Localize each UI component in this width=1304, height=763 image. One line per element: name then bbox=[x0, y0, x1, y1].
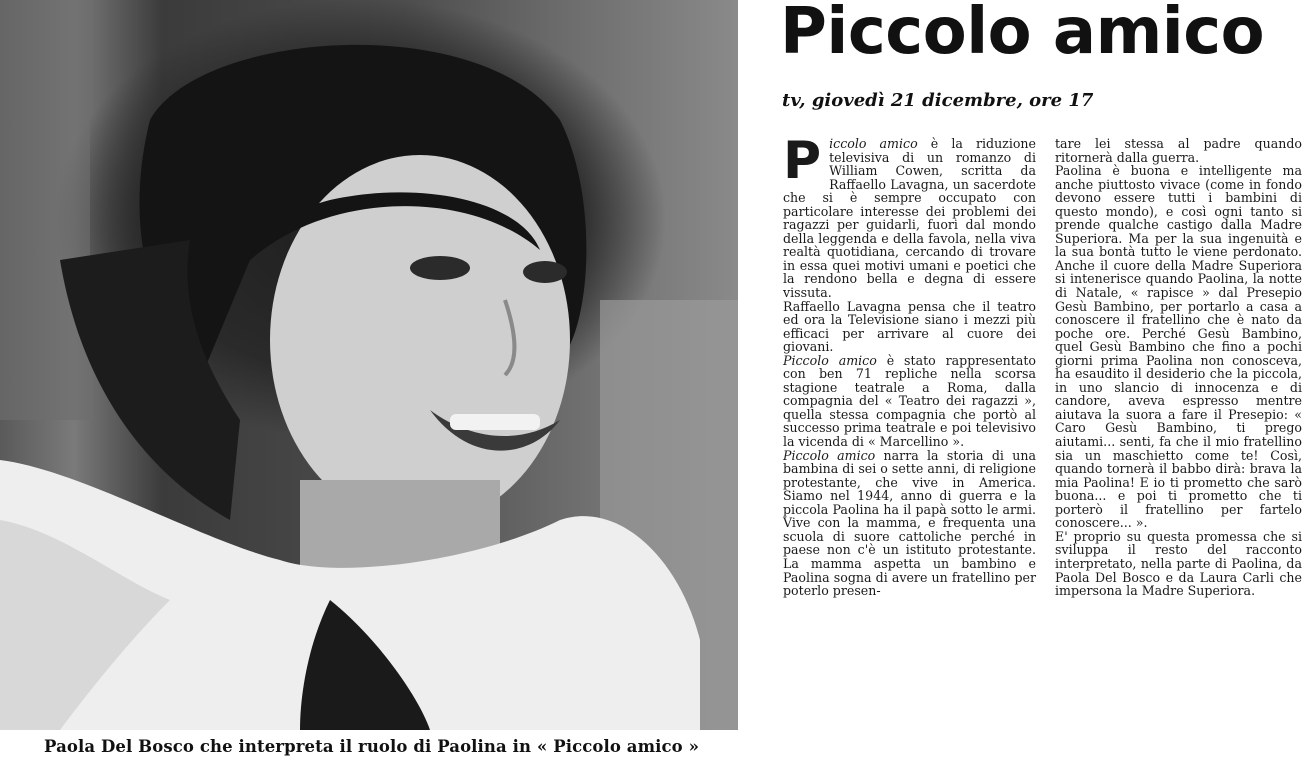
show-title-italic: Piccolo amico bbox=[783, 352, 877, 368]
paragraph-text: è la riduzione televisiva di un romanzo di William Cowen, scritta da Raffaello Lavagna, un sacerdote che si è sempre occupato con particolare interesse dei problemi dei ragazzi per guidarli, fuori dal mondo della leggenda e della favola, nella viva realtà quotidiana, cercando di trovare in essa quei motivi umani e poetici che la rendono bella e degna di essere vissuta. bbox=[783, 136, 1036, 301]
paragraph: E' proprio su questa promessa che si sviluppa il resto del racconto interpretato, nella parte di Paolina, da Paola Del Bosco e da Laura Carli che impersona la Madre Superiora. bbox=[1055, 528, 1302, 599]
article-column-2 bbox=[1055, 137, 1302, 598]
show-title-italic: iccolo amico bbox=[829, 136, 918, 151]
photo-caption: Paola Del Bosco che interpreta il ruolo di Paolina in « Piccolo amico » bbox=[44, 737, 700, 756]
paragraph bbox=[783, 354, 1036, 449]
paragraph: Paolina è buona e intelligente ma anche piuttosto vivace (come in fondo devono essere tutti i bambini di questo mondo), e così ogni tanto si prende qualche castigo dalla Madre Superiora. Ma per la sua ingenuità e la sua bontà tutto le viene perdonato. Anche il cuore della Madre Superiora si intenerisce quando Paolina, la notte di Natale, « rapisce » dal Presepio Gesù Bambino, per portarlo a casa a conoscere il fratellino che è nato da poche ore. Perché Gesù Bambino, quel Gesù Bambino che fino a pochi giorni prima Paolina non conosceva, ha esaudito il desiderio che la piccola, in uno slancio di innocenza e di candore, aveva espresso mentre aiutava la suora a fare il Presepio: « Caro Gesù Bambino, ti prego aiutami... senti, fa che il mio fratellino sia un maschietto come te! Così, quando tornerà il babbo dirà: brava la mia Paolina! E io ti prometto che sarò buona... e poi ti prometto che ti porterò il fratellino per fartelo conoscere... ». bbox=[1055, 163, 1302, 531]
article-title: Piccolo amico bbox=[780, 0, 1265, 69]
article-column-1 bbox=[783, 131, 1036, 599]
article-subtitle: tv, giovedì 21 dicembre, ore 17 bbox=[782, 90, 1094, 111]
paragraph-text: è stato rappresentato con ben 71 repliche nella scorsa stagione teatrale a Roma, dalla compagnia del « Teatro dei ragazzi », quella stessa compagnia che portò al successo prima teatrale e poi televisivo la vicenda di « Marcellino ». bbox=[783, 352, 1036, 450]
paragraph-text: narra la storia di una bambina di sei o sette anni, di religione protestante, che vive in America. Siamo nel 1944, anno di guerra e la piccola Paolina ha il papà sotto le armi. Vive con la mamma, e frequenta una scuola di suore cattoliche perché in paese non c'è un istituto protestante. La mamma aspetta un bambino e Paolina sogna di avere un fratellino per poterlo presen- bbox=[783, 447, 1036, 599]
paragraph bbox=[783, 131, 1036, 301]
paragraph: tare lei stessa al padre quando ritornerà dalla guerra. bbox=[1055, 136, 1302, 165]
paragraph bbox=[783, 449, 1036, 598]
show-title-italic: Piccolo amico bbox=[783, 447, 876, 463]
drop-cap: P bbox=[783, 131, 822, 191]
paragraph: Raffaello Lavagna pensa che il teatro ed ora la Televisione siano i mezzi più efficaci per arrivare al cuore dei giovani. bbox=[783, 298, 1036, 355]
